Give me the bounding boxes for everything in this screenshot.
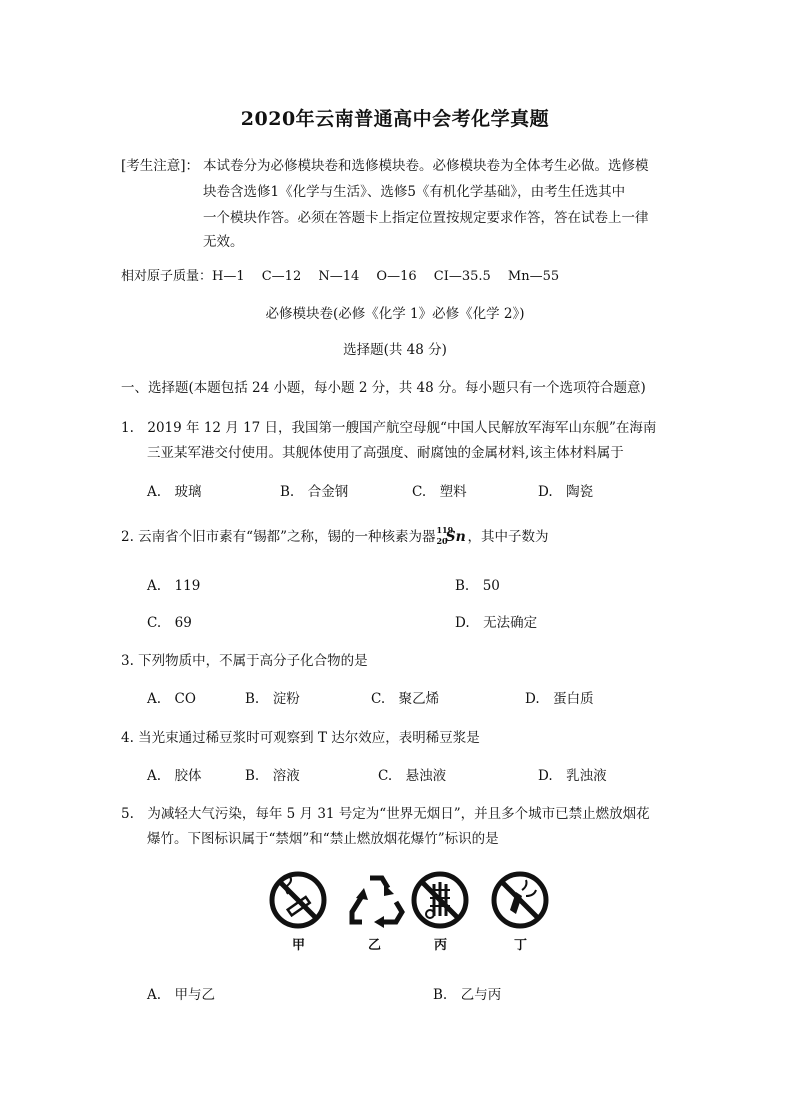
q1-option-a[interactable]: A. 玻璃 bbox=[147, 484, 202, 500]
part-heading: 选择题(共 48 分) bbox=[343, 342, 447, 358]
q2-option-b[interactable]: B. 50 bbox=[455, 578, 500, 594]
q2-stem bbox=[121, 525, 548, 545]
sign-label-yi: 乙 bbox=[368, 938, 382, 953]
q5-stem-line1: 5. 为减轻大气污染，每年 5 月 31 号定为“世界无烟日”，并且多个城市已禁止燃放烟花 bbox=[121, 806, 650, 822]
page-title: 2020年云南普通高中会考化学真题 bbox=[240, 108, 550, 130]
q2-option-d[interactable]: D. 无法确定 bbox=[455, 615, 538, 631]
nuclide-element: Sn bbox=[445, 529, 466, 545]
instructions: 一、选择题(本题包括 24 小题，每小题 2 分，共 48 分。每小题只有一个选项符合题意) bbox=[121, 380, 646, 396]
q3-option-d[interactable]: D. 蛋白质 bbox=[525, 691, 594, 707]
q1-stem-line2: 三亚某军港交付使用。其舰体使用了高强度、耐腐蚀的金属材料,该主体材料属于 bbox=[147, 445, 624, 461]
notice-line: 本试卷分为必修模块卷和选修模块卷。必修模块卷为全体考生必做。选修模 bbox=[203, 158, 649, 174]
notice-line: 一个模块作答。必须在答题卡上指定位置按规定要求作答，答在试卷上一律 bbox=[203, 210, 649, 226]
atomic-masses: 相对原子质量：H—1 C—12 N—14 O—16 CI—35.5 Mn—55 bbox=[121, 269, 560, 284]
sign-label-bing: 丙 bbox=[434, 938, 448, 953]
q1-option-c[interactable]: C. 塑料 bbox=[412, 484, 467, 500]
no-firecrackers-icon bbox=[494, 874, 546, 926]
section-heading: 必修模块卷(必修《化学 1》必修《化学 2》) bbox=[265, 306, 525, 322]
warning-signs bbox=[262, 868, 558, 934]
q5-option-a[interactable]: A. 甲与乙 bbox=[147, 987, 216, 1003]
q3-stem: 3. 下列物质中，不属于高分子化合物的是 bbox=[121, 653, 368, 669]
q2-stem-suffix: ，其中子数为 bbox=[467, 529, 549, 545]
q1-stem-line1: 1. 2019 年 12 月 17 日，我国第一艘国产航空母舰“中国人民解放军海军山东舰”在海南 bbox=[121, 420, 657, 436]
no-smoking-icon bbox=[272, 874, 324, 926]
q1-option-d[interactable]: D. 陶瓷 bbox=[538, 484, 594, 500]
q3-option-a[interactable]: A. CO bbox=[147, 691, 196, 707]
q4-stem: 4. 当光束通过稀豆浆时可观察到 T 达尔效应，表明稀豆浆是 bbox=[121, 730, 480, 746]
recycle-icon bbox=[352, 878, 402, 928]
q2-stem-prefix: 2. 云南省个旧市素有“锡都”之称，锡的一种核素为器 bbox=[121, 529, 436, 545]
sign-label-jia: 甲 bbox=[292, 938, 306, 953]
q2-option-c[interactable]: C. 69 bbox=[147, 615, 192, 631]
q4-option-a[interactable]: A. 胶体 bbox=[147, 768, 202, 784]
nuclide-symbol bbox=[436, 525, 466, 546]
no-fireworks-icon bbox=[414, 874, 466, 926]
sign-label-ding: 丁 bbox=[514, 938, 528, 953]
nuclide-atomic-number: 20 bbox=[436, 536, 448, 546]
q5-option-b[interactable]: B. 乙与丙 bbox=[433, 987, 502, 1003]
q3-option-b[interactable]: B. 淀粉 bbox=[245, 691, 300, 707]
q4-option-c[interactable]: C. 悬浊液 bbox=[378, 768, 447, 784]
q5-stem-line2: 爆竹。下图标识属于“禁烟”和“禁止燃放烟花爆竹”标识的是 bbox=[147, 831, 499, 847]
notice-line: 无效。 bbox=[203, 234, 244, 250]
q3-option-c[interactable]: C. 聚乙烯 bbox=[371, 691, 440, 707]
q4-option-b[interactable]: B. 溶液 bbox=[245, 768, 300, 784]
q1-option-b[interactable]: B. 合金钢 bbox=[280, 484, 349, 500]
warning-signs-figure bbox=[262, 868, 558, 954]
q2-option-a[interactable]: A. 119 bbox=[147, 578, 201, 594]
notice-label: [考生注意]： bbox=[121, 158, 200, 174]
nuclide-mass-number: 119 bbox=[436, 525, 454, 535]
q4-option-d[interactable]: D. 乳浊液 bbox=[538, 768, 607, 784]
notice-line: 块卷含选修1《化学与生活》、选修5《有机化学基础》，由考生任选其中 bbox=[203, 184, 626, 200]
